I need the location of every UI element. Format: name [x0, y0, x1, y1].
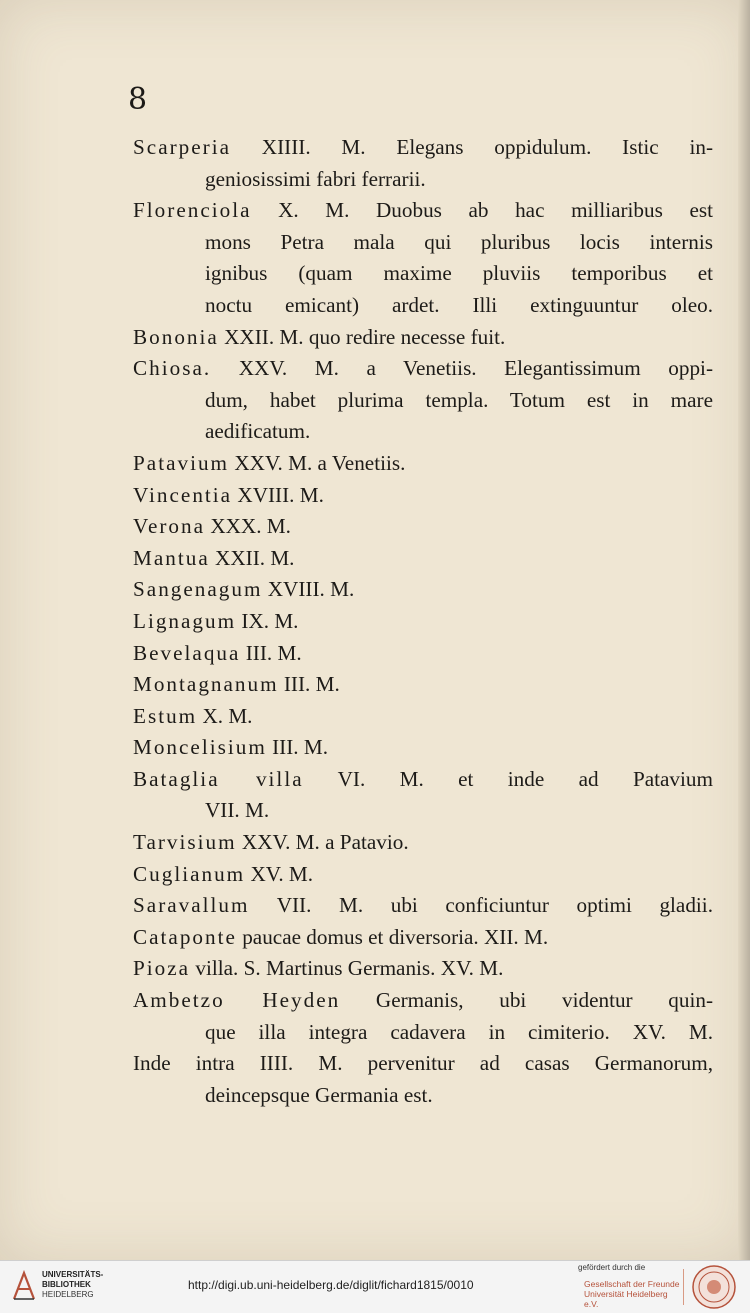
line-text: paucae domus et diversoria. XII. M. [236, 924, 549, 949]
line-text: XIIII. M. Elegans oppidulum. Istic in- [231, 135, 713, 159]
place-name: Bevelaqua [133, 640, 241, 665]
institution-line-1: UNIVERSITÄTS- [42, 1270, 104, 1279]
place-name: Estum [133, 703, 198, 728]
place-name: Moncelisium [133, 735, 267, 760]
text-line [133, 701, 713, 733]
line-text: VI. M. et inde ad Patavium [303, 766, 713, 791]
text-line [133, 922, 713, 954]
line-text: Germanis, ubi videntur quin- [340, 988, 713, 1013]
text-line [133, 890, 713, 922]
line-text: XXII. M. quo redire necesse fuit. [218, 324, 506, 349]
line-text: XXV. M. a Venetiis. Elegantissimum oppi- [211, 356, 713, 381]
place-name: Bataglia villa [133, 766, 304, 791]
sponsor-line-2: Universität Heidelberg e.V. [584, 1289, 668, 1309]
place-name: Ambetzo Heyden [133, 988, 341, 1013]
place-name: Scarperia [133, 135, 231, 159]
institution-line-3: HEIDELBERG [42, 1290, 94, 1299]
place-name: Mantua [133, 545, 210, 570]
line-text: III. M. [266, 735, 329, 760]
text-line [133, 1017, 713, 1049]
line-text: X. M. Duobus ab hac milliaribus est [251, 198, 713, 223]
place-name: Cataponte [133, 924, 237, 949]
text-line [133, 859, 713, 891]
line-text: geniosissimi fabri ferrarii. [205, 166, 426, 191]
text-line [133, 795, 713, 827]
place-name: Patavium [133, 450, 230, 475]
institution-line-2: BIBLIOTHEK [42, 1280, 91, 1289]
text-line [133, 258, 713, 290]
place-name: Saravallum [133, 893, 250, 918]
text-line [133, 1048, 713, 1080]
university-library-logo-icon [10, 1269, 38, 1303]
line-text: XVIII. M. [232, 482, 324, 507]
text-line [133, 448, 713, 480]
text-line [133, 638, 713, 670]
line-text: que illa integra cadavera in cimiterio. XV. M. [205, 1019, 713, 1044]
line-text: XV. M. [245, 861, 314, 886]
line-text: XXX. M. [205, 514, 291, 539]
text-line [133, 227, 713, 259]
text-line [133, 985, 713, 1017]
line-text: mons Petra mala qui pluribus locis internis [205, 229, 713, 254]
sponsor-name [584, 1279, 684, 1309]
institution-name [42, 1270, 152, 1300]
text-line [133, 543, 713, 575]
line-text: IX. M. [236, 608, 299, 633]
line-text: noctu emicant) ardet. Illi extinguuntur oleo. [205, 292, 713, 317]
place-name: Verona [133, 514, 206, 539]
text-line [133, 164, 713, 196]
page-text [133, 132, 713, 1111]
footer-bar [0, 1260, 750, 1313]
university-seal-icon [691, 1264, 737, 1310]
text-line [133, 764, 713, 796]
line-text: VII. M. ubi conficiuntur optimi gladii. [249, 893, 713, 918]
place-name: Pioza [133, 956, 191, 981]
line-text: III. M. [278, 672, 340, 697]
line-text: Inde intra IIII. M. pervenitur ad casas Germanorum, [133, 1051, 713, 1076]
sponsor-caption: gefördert durch die [578, 1263, 646, 1272]
text-line [133, 574, 713, 606]
text-line [133, 322, 713, 354]
text-line [133, 290, 713, 322]
line-text: XVIII. M. [262, 577, 355, 602]
place-name: Cuglianum [133, 861, 246, 886]
place-name: Tarvisium [133, 830, 237, 855]
line-text: VII. M. [205, 798, 270, 823]
page-edge [738, 0, 750, 1260]
text-line [133, 669, 713, 701]
place-name: Vincentia [133, 482, 233, 507]
line-text: villa. S. Martinus Germanis. XV. M. [190, 956, 504, 981]
line-text: dum, habet plurima templa. Totum est in mare [205, 387, 713, 412]
text-line [133, 511, 713, 543]
text-line [133, 416, 713, 448]
text-line [133, 1080, 713, 1112]
place-name: Montagnanum [133, 672, 279, 697]
line-text: XXV. M. a Patavio. [236, 830, 409, 855]
text-line [133, 953, 713, 985]
place-name: Florenciola [133, 198, 252, 223]
place-name: Sangenagum [133, 577, 263, 602]
text-line [133, 606, 713, 638]
text-line [133, 132, 713, 164]
sponsor-line-1: Gesellschaft der Freunde [584, 1279, 680, 1289]
line-text: XXV. M. a Venetiis. [229, 450, 406, 475]
text-line [133, 480, 713, 512]
line-text: aedificatum. [205, 419, 311, 444]
line-text: XXII. M. [209, 545, 295, 570]
line-text: X. M. [197, 703, 253, 728]
permalink-url[interactable]: http://digi.ub.uni-heidelberg.de/diglit/fichard1815/0010 [188, 1278, 474, 1292]
text-line [133, 385, 713, 417]
place-name: Chiosa. [133, 356, 212, 381]
line-text: III. M. [240, 640, 302, 665]
place-name: Bononia [133, 324, 219, 349]
text-line [133, 827, 713, 859]
place-name: Lignagum [133, 608, 237, 633]
text-line [133, 732, 713, 764]
footer-divider [683, 1269, 684, 1305]
line-text: ignibus (quam maxime pluviis temporibus et [205, 261, 713, 286]
page-number: 8 [128, 82, 148, 117]
line-text: deincepsque Germania est. [205, 1082, 433, 1107]
text-line [133, 195, 713, 227]
text-line [133, 353, 713, 385]
